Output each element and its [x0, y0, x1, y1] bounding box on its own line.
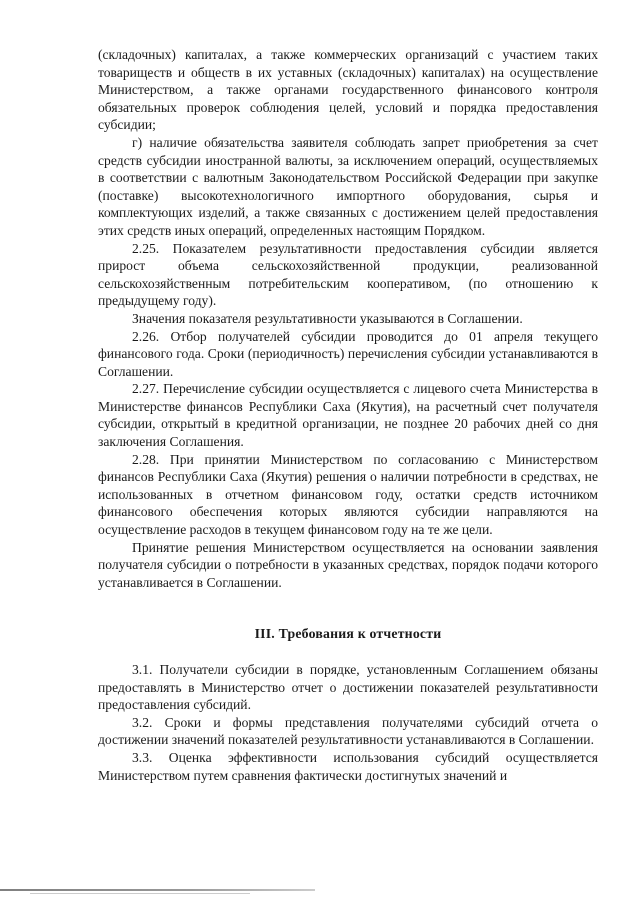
paragraph-2-25-values: Значения показателя результативности указываются в Соглашении. [132, 310, 523, 326]
paragraph-continuation: (складочных) капиталах, а также коммерческих организаций с участием таких товариществ и обществ в их уставных (складочных) капиталах) на осуществление Министерством, а также органами государственного финансового контроля обязательных проверок соблюдения целей, условий и порядка предоставления субсидии; [98, 47, 598, 133]
paragraph-2-28-decision: Принятие решения Министерством осуществляется на основании заявления получателя субсидии о потребности в указанных средствах, порядок подачи которого устанавливается в Соглашении. [98, 539, 598, 590]
paragraph-2-26: 2.26. Отбор получателей субсидии проводится до 01 апреля текущего финансового года. Сроки (периодичность) перечисления субсидии устанавливаются в Соглашении. [98, 328, 598, 379]
paragraph-3-2: 3.2. Сроки и формы представления получателями субсидий отчета о достижении значений показателей результативности устанавливаются в Соглашении. [98, 714, 598, 748]
scan-artifact-line-secondary [30, 893, 250, 894]
paragraph-3-1: 3.1. Получатели субсидии в порядке, установленным Соглашением обязаны предоставлять в Министерство отчет о достижении показателей результативности предоставления субсидий. [98, 662, 598, 713]
paragraph-2-28: 2.28. При принятии Министерством по согласованию с Министерством финансов Республики Саха (Якутия) решения о наличии потребности в средствах, не использованных в отчетном финансовом году, остатки средств источником финансового обеспечения которых являются субсидии направляются на осуществление расходов в текущем финансовом году на те же цели. [98, 451, 598, 538]
section-heading: III. Требования к отчетности [254, 626, 442, 642]
scan-artifact-line [0, 889, 315, 891]
paragraph-2-25: 2.25. Показателем результативности предоставления субсидии является прирост объема сельскохозяйственной продукции, реализованной сельскохозяйственным потребительским кооперативом, (по отношению к предыдущему году). [98, 240, 598, 309]
paragraph-3-3: 3.3. Оценка эффективности использования субсидий осуществляется Министерством путем сравнения фактически достигнутых значений и [98, 749, 598, 783]
paragraph-item-g: г) наличие обязательства заявителя соблюдать запрет приобретения за счет средств субсидии иностранной валюты, за исключением операций, осуществляемых в соответствии с валютным Законодательством Российской Федерации при закупке (поставке) высокотехнологичного импортного оборудования, сырья и комплектующих изделий, а также связанных с достижением целей предоставления этих средств иных операций, определенных настоящим Порядком. [98, 134, 598, 238]
document-page [98, 46, 598, 784]
paragraph-2-27: 2.27. Перечисление субсидии осуществляется с лицевого счета Министерства в Министерстве финансов Республики Саха (Якутия), на расчетный счет получателя субсидии, открытый в кредитной организации, не позднее 20 рабочих дней со дня заключения Соглашения. [98, 381, 598, 450]
